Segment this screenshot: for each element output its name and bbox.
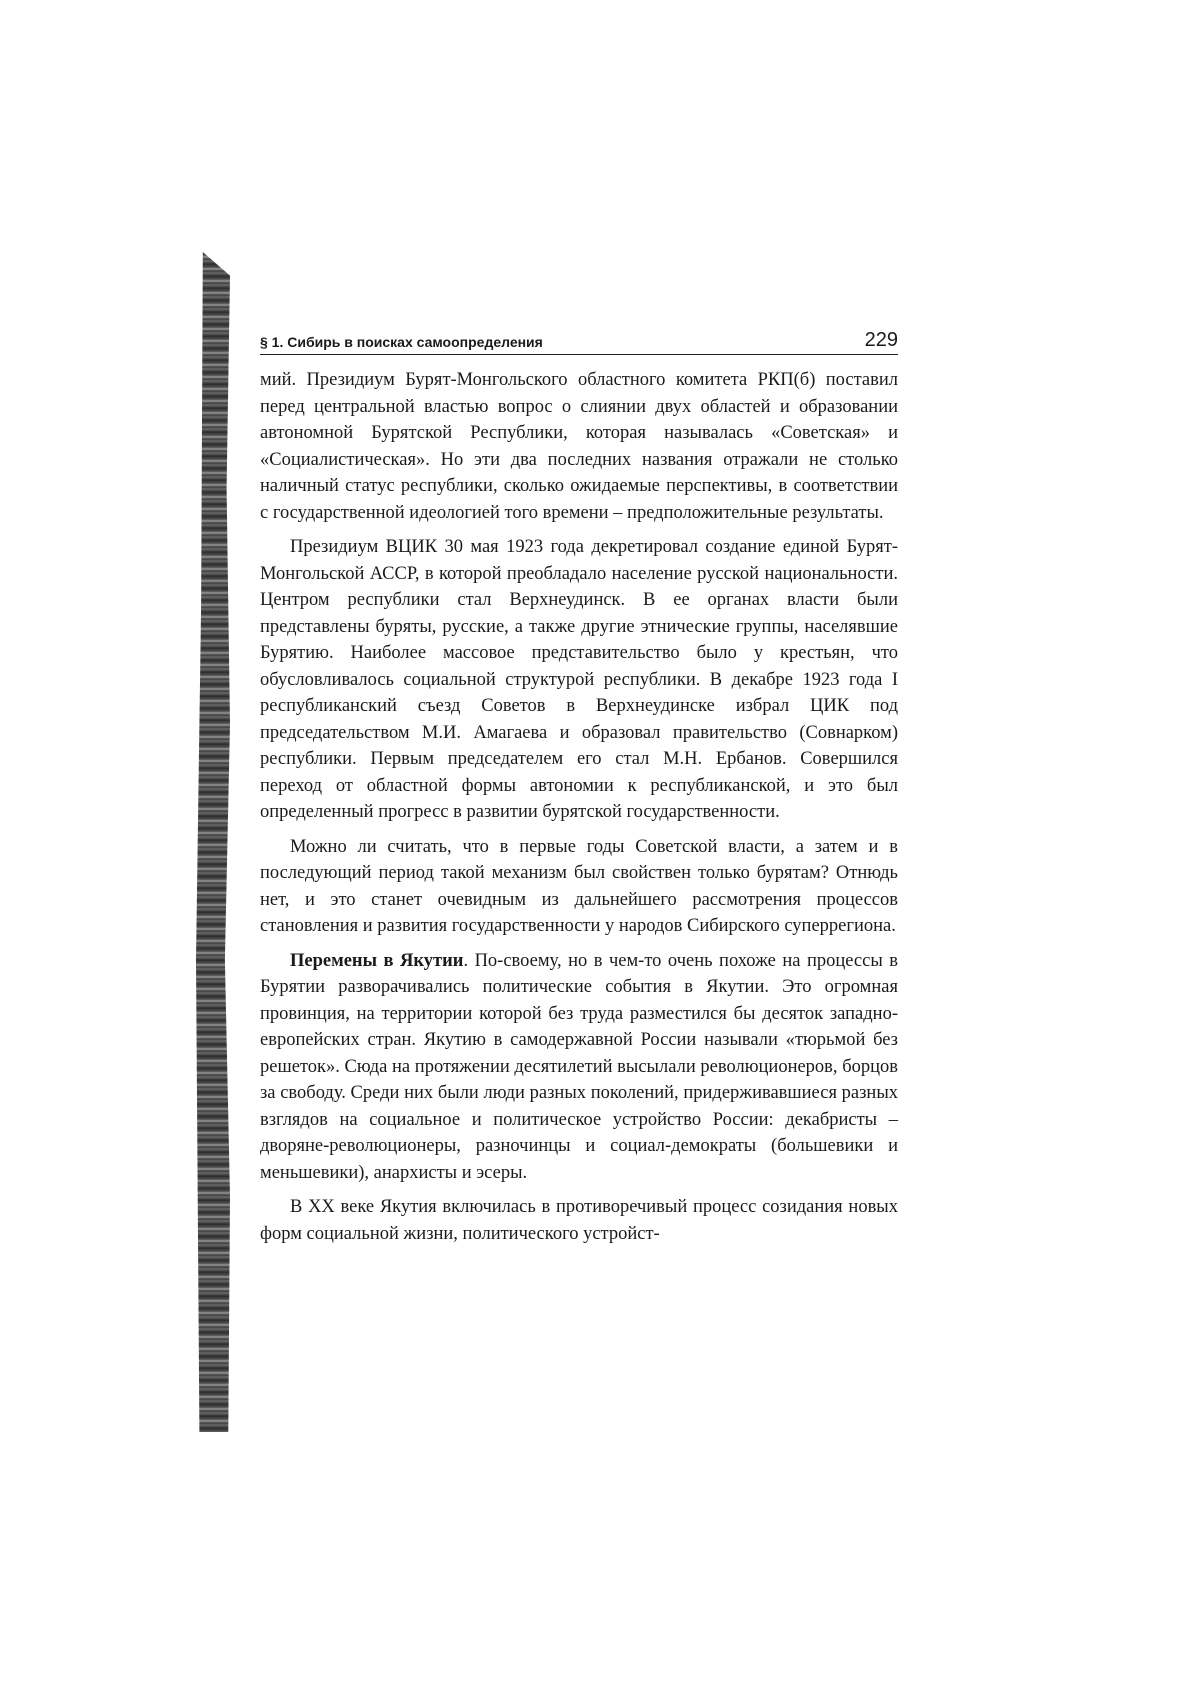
page-number: 229: [864, 329, 898, 351]
running-head: [260, 330, 898, 355]
paragraph-question: Можно ли считать, что в первые годы Советской власти, а затем и в последующий период такой механизм был свойствен только бурятам? Отнюдь нет, и это станет очевидным из дальнейшего рассмотрения процессов становления и развития государственности у народов Сибирского суперрегиона.: [260, 836, 898, 936]
scan-binding-edge: [196, 252, 230, 1432]
book-page: [260, 330, 898, 1255]
running-title: § 1. Сибирь в поисках самоопределения: [260, 334, 543, 350]
body-text: [260, 367, 898, 1247]
paragraph-continuation: мий. Президиум Бурят-Монгольского областного комитета РКП(б) поставил перед центральной властью вопрос о слиянии двух областей и образовании автономной Бурятской Республики, которая называлась «Советская» и «Социалистическая». Но эти два последних названия отражали не столько наличный статус республики, сколько ожидаемые перспективы, в соответствии с государственной идеологией того времени – предположительные результаты.: [260, 370, 898, 523]
paragraph-yakutia: [260, 948, 898, 1187]
section-run-in-heading: Перемены в Якутии: [290, 950, 464, 971]
paragraph-vtsik-decree: Президиум ВЦИК 30 мая 1923 года декретировал создание единой Бурят-Монгольской АССР, в которой преобладало население русской национальности. Центром республики стал Верхнеудинск. В ее органах власти были представлены буряты, русские, а также другие этнические группы, населявшие Бурятию. Наиболее массовое представительство было у крестьян, что обусловливалось социальной структурой республики. В декабре 1923 года I республиканский съезд Советов в Верхнеудинске избрал ЦИК под председательством М.И. Амагаева и образовал правительство (Совнарком) республики. Первым председателем его стал М.Н. Ербанов. Совершился переход от областной формы автономии к республиканской, и это был определенный прогресс в развитии бурятской государственности.: [260, 537, 898, 822]
paragraph-twentieth-century: В XX веке Якутия включилась в противоречивый процесс созидания новых форм социальной жизни, политического устройст-: [260, 1197, 898, 1244]
paragraph-yakutia-text: . По-своему, но в чем-то очень похоже на процессы в Бурятии разворачивались политические события в Якутии. Это огромная провинция, на территории которой без труда разместился бы десяток западно-европейских стран. Якутию в самодержавной России называли «тюрьмой без решеток». Сюда на протяжении десятилетий высылали революционеров, борцов за свободу. Среди них были люди разных поколений, придерживавшиеся разных взглядов на социальное и политическое устройство России: декабристы – дворяне-революционеры, разночинцы и социал-демократы (большевики и меньшевики), анархисты и эсеры.: [260, 950, 899, 1183]
